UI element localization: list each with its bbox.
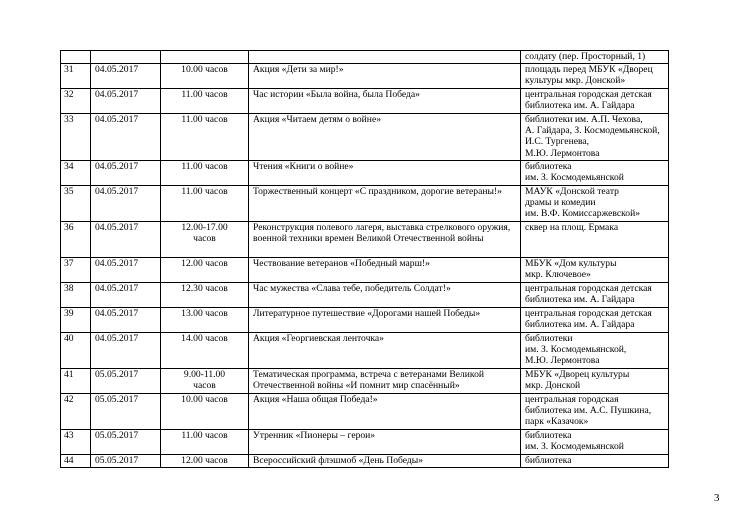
date-cell: 04.05.2017 bbox=[91, 258, 161, 283]
row-number-cell: 42 bbox=[61, 394, 91, 430]
date-cell: 05.05.2017 bbox=[91, 455, 161, 468]
venue-cell: сквер на площ. Ермака bbox=[521, 222, 669, 258]
venue-cell: центральная городская детская библиотека им. А. Гайдара bbox=[521, 308, 669, 333]
time-cell: 12.00-17.00 часов bbox=[161, 222, 249, 258]
row-number-cell: 43 bbox=[61, 430, 91, 455]
date-cell: 05.05.2017 bbox=[91, 394, 161, 430]
table-row bbox=[61, 455, 669, 468]
event-name-cell: Всероссийский флэшмоб «День Победы» bbox=[249, 455, 521, 468]
date-cell bbox=[91, 51, 161, 64]
table-row bbox=[61, 258, 669, 283]
event-name-cell: Утренник «Пионеры – герои» bbox=[249, 430, 521, 455]
table-row bbox=[61, 394, 669, 430]
time-cell bbox=[161, 51, 249, 64]
time-cell: 11.00 часов bbox=[161, 186, 249, 222]
event-name-cell: Чествование ветеранов «Победный марш!» bbox=[249, 258, 521, 283]
venue-cell: библиотеки им. А.П. Чехова, А. Гайдара, З. Космодемьянской, И.С. Тургенева, М.Ю. Лермонтова bbox=[521, 114, 669, 161]
row-number-cell: 35 bbox=[61, 186, 91, 222]
table-row bbox=[61, 430, 669, 455]
table-row bbox=[61, 161, 669, 186]
row-number-cell: 44 bbox=[61, 455, 91, 468]
venue-cell: площадь перед МБУК «Дворец культуры мкр. Донской» bbox=[521, 64, 669, 89]
event-name-cell: Час истории «Была война, была Победа» bbox=[249, 89, 521, 114]
date-cell: 04.05.2017 bbox=[91, 222, 161, 258]
table-row bbox=[61, 64, 669, 89]
time-cell: 9.00-11.00 часов bbox=[161, 369, 249, 394]
table-row bbox=[61, 89, 669, 114]
date-cell: 04.05.2017 bbox=[91, 114, 161, 161]
time-cell: 11.00 часов bbox=[161, 430, 249, 455]
row-number-cell bbox=[61, 51, 91, 64]
table-row bbox=[61, 51, 669, 64]
event-name-cell bbox=[249, 51, 521, 64]
event-name-cell: Акция «Георгиевская ленточка» bbox=[249, 333, 521, 369]
row-number-cell: 37 bbox=[61, 258, 91, 283]
table-row bbox=[61, 333, 669, 369]
venue-cell: центральная городская детская библиотека им. А. Гайдара bbox=[521, 89, 669, 114]
date-cell: 04.05.2017 bbox=[91, 161, 161, 186]
venue-cell: центральная городская детская библиотека им. А. Гайдара bbox=[521, 283, 669, 308]
row-number-cell: 33 bbox=[61, 114, 91, 161]
event-name-cell: Тематическая программа, встреча с ветеранами Великой Отечественной войны «И помнит мир спасённый» bbox=[249, 369, 521, 394]
time-cell: 12.00 часов bbox=[161, 258, 249, 283]
date-cell: 04.05.2017 bbox=[91, 64, 161, 89]
event-name-cell: Реконструкция полевого лагеря, выставка стрелкового оружия, военной техники времен Великой Отечественной войны bbox=[249, 222, 521, 258]
time-cell: 13.00 часов bbox=[161, 308, 249, 333]
row-number-cell: 32 bbox=[61, 89, 91, 114]
event-name-cell: Акция «Наша общая Победа!» bbox=[249, 394, 521, 430]
venue-cell: библиотека им. З. Космодемьянской bbox=[521, 430, 669, 455]
page-number: 3 bbox=[714, 492, 720, 504]
venue-cell: библиотеки им. З. Космодемьянской, М.Ю. Лермонтова bbox=[521, 333, 669, 369]
row-number-cell: 38 bbox=[61, 283, 91, 308]
date-cell: 04.05.2017 bbox=[91, 308, 161, 333]
venue-cell: библиотека bbox=[521, 455, 669, 468]
venue-cell: МБУК «Дворец культуры мкр. Донской bbox=[521, 369, 669, 394]
date-cell: 05.05.2017 bbox=[91, 369, 161, 394]
venue-cell: МБУК «Дом культуры мкр. Ключевое» bbox=[521, 258, 669, 283]
date-cell: 05.05.2017 bbox=[91, 430, 161, 455]
event-name-cell: Акция «Читаем детям о войне» bbox=[249, 114, 521, 161]
date-cell: 04.05.2017 bbox=[91, 333, 161, 369]
row-number-cell: 34 bbox=[61, 161, 91, 186]
table-row bbox=[61, 369, 669, 394]
row-number-cell: 36 bbox=[61, 222, 91, 258]
time-cell: 10.00 часов bbox=[161, 64, 249, 89]
event-name-cell: Акция «Дети за мир!» bbox=[249, 64, 521, 89]
table-row bbox=[61, 222, 669, 258]
row-number-cell: 39 bbox=[61, 308, 91, 333]
time-cell: 11.00 часов bbox=[161, 89, 249, 114]
date-cell: 04.05.2017 bbox=[91, 283, 161, 308]
row-number-cell: 31 bbox=[61, 64, 91, 89]
date-cell: 04.05.2017 bbox=[91, 89, 161, 114]
event-name-cell: Литературное путешествие «Дорогами нашей Победы» bbox=[249, 308, 521, 333]
table-row bbox=[61, 308, 669, 333]
event-name-cell: Торжественный концерт «С праздником, дорогие ветераны!» bbox=[249, 186, 521, 222]
event-name-cell: Чтения «Книги о войне» bbox=[249, 161, 521, 186]
time-cell: 12.00 часов bbox=[161, 455, 249, 468]
row-number-cell: 41 bbox=[61, 369, 91, 394]
event-name-cell: Час мужества «Слава тебе, победитель Солдат!» bbox=[249, 283, 521, 308]
venue-cell: библиотека им. З. Космодемьянской bbox=[521, 161, 669, 186]
row-number-cell: 40 bbox=[61, 333, 91, 369]
time-cell: 11.00 часов bbox=[161, 114, 249, 161]
venue-cell: центральная городская библиотека им. А.С. Пушкина, парк «Казачок» bbox=[521, 394, 669, 430]
time-cell: 11.00 часов bbox=[161, 161, 249, 186]
table-row bbox=[61, 283, 669, 308]
time-cell: 10.00 часов bbox=[161, 394, 249, 430]
venue-cell: солдату (пер. Просторный, 1) bbox=[521, 51, 669, 64]
venue-cell: МАУК «Донской театр драмы и комедии им. В.Ф. Комиссаржевской» bbox=[521, 186, 669, 222]
table-row bbox=[61, 114, 669, 161]
date-cell: 04.05.2017 bbox=[91, 186, 161, 222]
time-cell: 14.00 часов bbox=[161, 333, 249, 369]
time-cell: 12.30 часов bbox=[161, 283, 249, 308]
events-table bbox=[60, 50, 669, 468]
table-row bbox=[61, 186, 669, 222]
